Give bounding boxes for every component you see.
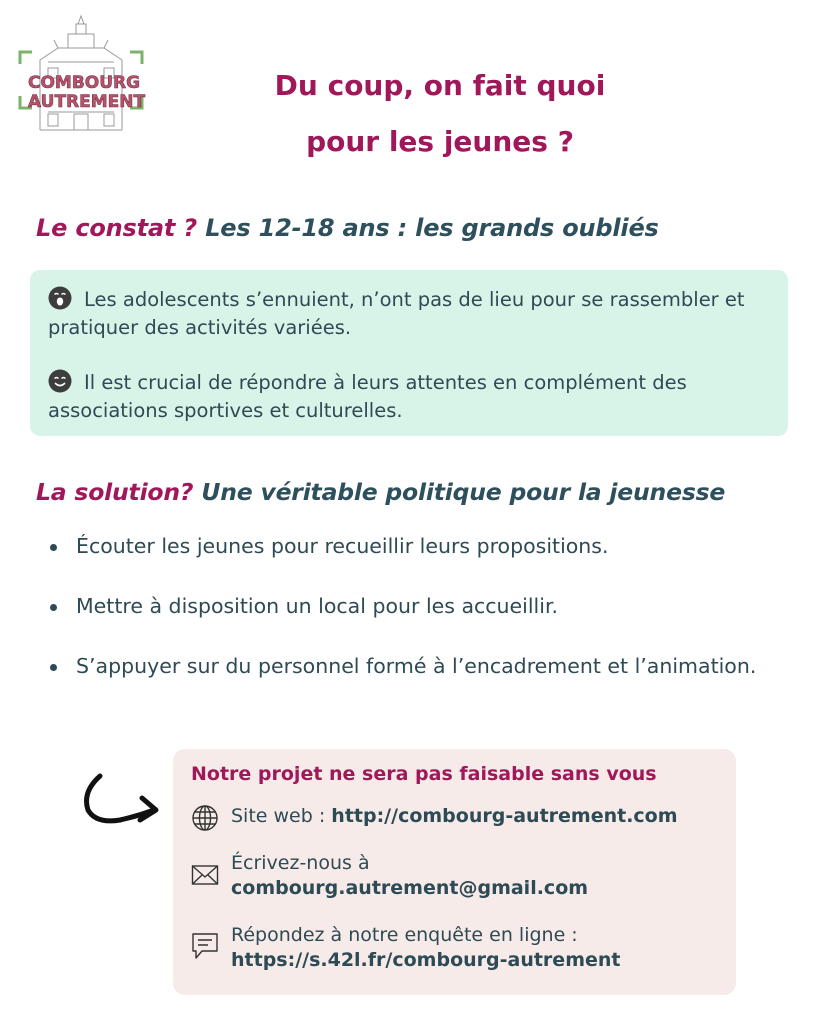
solution-heading [36, 478, 725, 506]
solution-heading-question: La solution? [36, 478, 194, 506]
list-item-text: Écouter les jeunes pour recueillir leurs propositions. [76, 534, 609, 558]
smiling-face-icon [48, 369, 72, 393]
contact-box [173, 749, 736, 995]
constat-heading [36, 214, 659, 242]
contact-email [191, 851, 721, 903]
website-label: Site web : [231, 805, 332, 827]
contact-website [191, 804, 721, 834]
logo [18, 12, 144, 132]
curved-arrow-icon [80, 770, 166, 832]
constat-item-text: Il est crucial de répondre à leurs attentes en complément des associations sportives et culturelles. [48, 371, 687, 422]
list-item-text: Mettre à disposition un local pour les accueillir. [76, 594, 559, 618]
email-label: Écrivez-nous à [231, 852, 370, 874]
email-link[interactable]: combourg.autrement@gmail.com [231, 877, 589, 899]
title-line-2: pour les jeunes ? [306, 125, 574, 158]
survey-link[interactable]: https://s.42l.fr/combourg-autrement [231, 949, 621, 971]
bullet-dot [50, 664, 57, 671]
constat-item-text: Les adolescents s’ennuient, n’ont pas de lieu pour se rassembler et pratiquer des activités variées. [48, 288, 745, 339]
constat-item [48, 369, 768, 425]
bullet-dot [50, 604, 57, 611]
town-hall-drawing [18, 12, 144, 132]
constat-heading-statement: Les 12-18 ans : les grands oubliés [205, 214, 659, 242]
contact-survey [191, 923, 721, 975]
logo-line-2: AUTREMENT [28, 92, 146, 112]
solution-heading-statement: Une véritable politique pour la jeunesse [201, 478, 726, 506]
survey-label: Répondez à notre enquête en ligne : [231, 924, 578, 946]
title-line-1: Du coup, on fait quoi [274, 69, 606, 102]
contact-title: Notre projet ne sera pas faisable sans vous [191, 763, 657, 785]
yawning-face-icon [48, 286, 72, 310]
envelope-icon [191, 864, 219, 886]
chat-icon [191, 931, 219, 961]
constat-item [48, 286, 768, 342]
constat-heading-question: Le constat ? [36, 214, 198, 242]
constat-box [30, 270, 788, 436]
page-title [150, 58, 730, 170]
list-item-text: S’appuyer sur du personnel formé à l’encadrement et l’animation. [76, 654, 757, 678]
bullet-dot [50, 544, 57, 551]
website-link[interactable]: http://combourg-autrement.com [331, 805, 678, 827]
globe-icon [191, 804, 219, 832]
logo-line-1: COMBOURG [28, 73, 141, 93]
